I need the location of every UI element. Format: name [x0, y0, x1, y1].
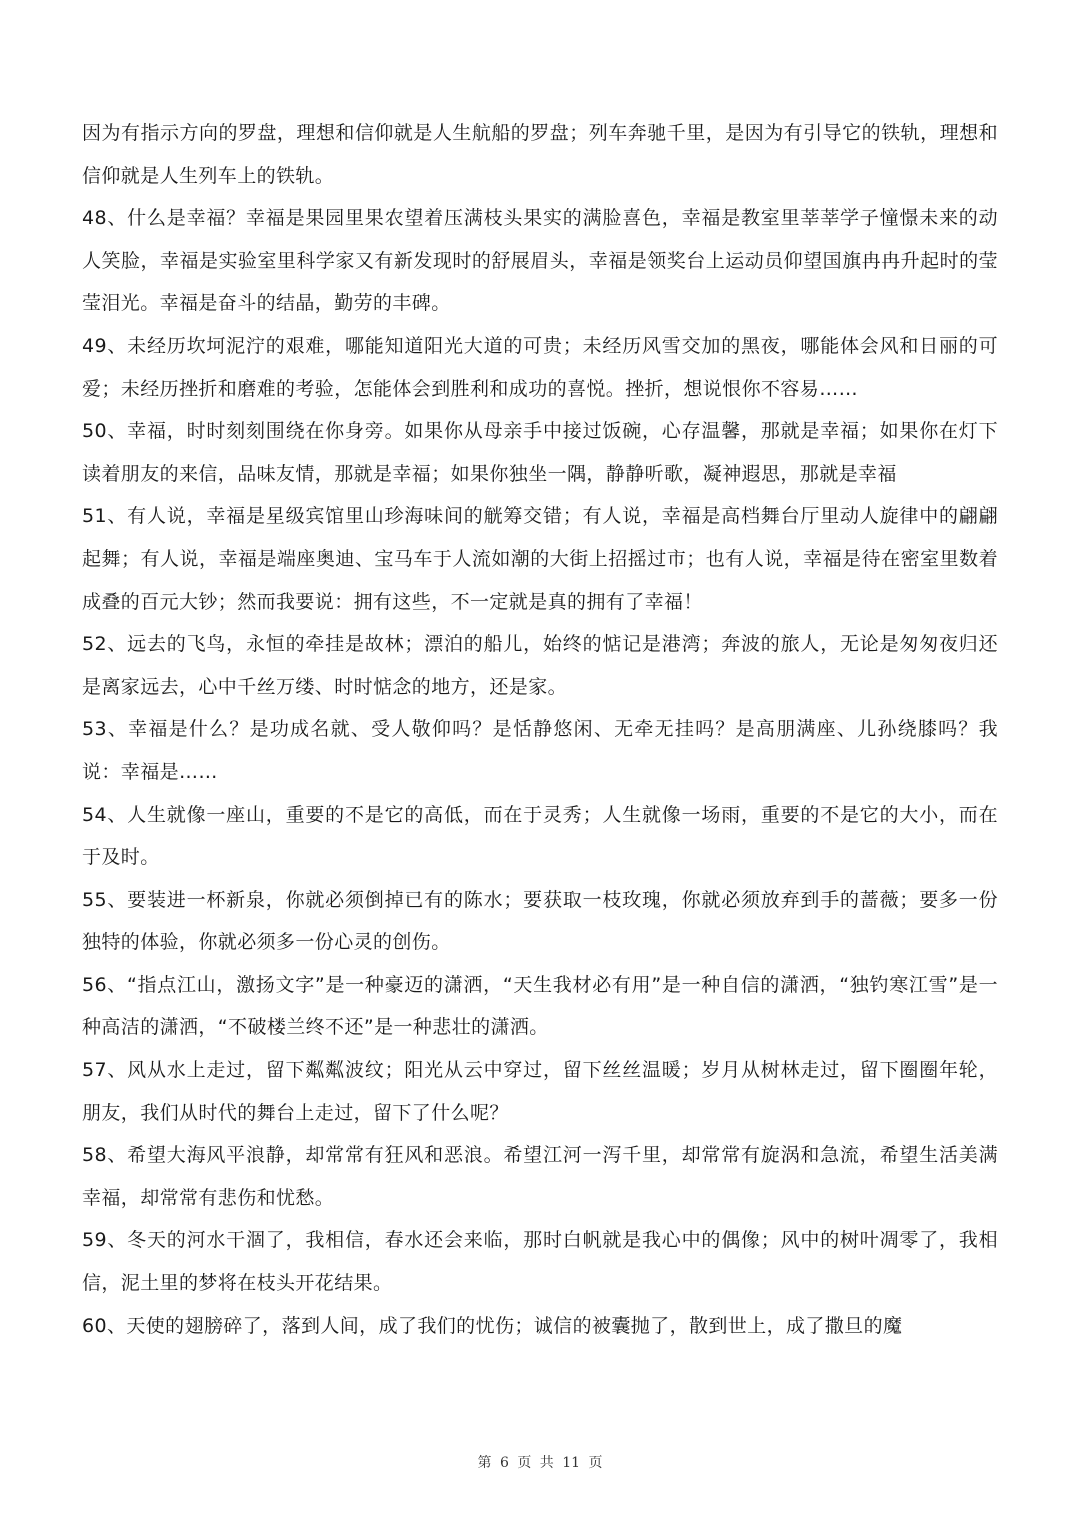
paragraph-continuation: 因为有指示方向的罗盘，理想和信仰就是人生航船的罗盘；列车奔驰千里，是因为有引导它的铁轨，理想和信仰就是人生列车上的铁轨。: [82, 122, 998, 187]
paragraph-56: 56、“指点江山，激扬文字”是一种豪迈的潇洒，“天生我材必有用”是一种自信的潇洒，“独钓寒江雪”是一种高洁的潇洒，“不破楼兰终不还”是一种悲壮的潇洒。: [82, 973, 998, 1039]
paragraph-48: 48、什么是幸福？幸福是果园里果农望着压满枝头果实的满脸喜色，幸福是教室里莘莘学子憧憬未来的动人笑脸，幸福是实验室里科学家又有新发现时的舒展眉头，幸福是领奖台上运动员仰望国旗冉冉升起时的莹莹泪光。幸福是奋斗的结晶，勤劳的丰碑。: [82, 207, 998, 315]
paragraph-57: 57、风从水上走过，留下粼粼波纹；阳光从云中穿过，留下丝丝温暖；岁月从树林走过，留下圈圈年轮，朋友，我们从时代的舞台上走过，留下了什么呢？: [82, 1059, 998, 1124]
footer-page-word: 页: [517, 1455, 532, 1471]
page-footer: [0, 1452, 1080, 1472]
paragraph-50: 50、幸福，时时刻刻围绕在你身旁。如果你从母亲手中接过饭碗，心存温馨，那就是幸福；如果你在灯下读着朋友的来信，品味友情，那就是幸福；如果你独坐一隅，静静听歌，凝神遐思，那就是幸福: [82, 420, 998, 485]
body-text: [82, 112, 998, 1347]
footer-suffix: 页: [588, 1455, 603, 1471]
footer-total-pages: 11: [562, 1455, 581, 1471]
footer-prefix: 第: [477, 1455, 492, 1471]
paragraph-51: 51、有人说，幸福是星级宾馆里山珍海味间的觥筹交错；有人说，幸福是高档舞台厅里动人旋律中的翩翩起舞；有人说，幸福是端座奥迪、宝马车于人流如潮的大街上招摇过市；也有人说，幸福是待在密室里数着成叠的百元大钞；然而我要说：拥有这些，不一定就是真的拥有了幸福！: [82, 505, 998, 613]
paragraph-59: 59、冬天的河水干涸了，我相信，春水还会来临，那时白帆就是我心中的偶像；风中的树叶凋零了，我相信，泥土里的梦将在枝头开花结果。: [82, 1229, 998, 1295]
paragraph-53: 53、幸福是什么？是功成名就、受人敬仰吗？是恬静悠闲、无牵无挂吗？是高朋满座、儿孙绕膝吗？我说：幸福是……: [82, 718, 998, 783]
footer-page-number: 6: [499, 1455, 509, 1471]
paragraph-58: 58、希望大海风平浪静，却常常有狂风和恶浪。希望江河一泻千里，却常常有旋涡和急流，希望生活美满幸福，却常常有悲伤和忧愁。: [82, 1144, 998, 1209]
paragraph-55: 55、要装进一杯新泉，你就必须倒掉已有的陈水；要获取一枝玫瑰，你就必须放弃到手的蔷薇；要多一份独特的体验，你就必须多一份心灵的创伤。: [82, 888, 998, 954]
paragraph-49: 49、未经历坎坷泥泞的艰难，哪能知道阳光大道的可贵；未经历风雪交加的黑夜，哪能体会风和日丽的可爱；未经历挫折和磨难的考验，怎能体会到胜利和成功的喜悦。挫折，想说恨你不容易……: [82, 334, 998, 400]
paragraph-52: 52、远去的飞鸟，永恒的牵挂是故林；漂泊的船儿，始终的惦记是港湾；奔波的旅人，无论是匆匆夜归还是离家远去，心中千丝万缕、时时惦念的地方，还是家。: [82, 633, 998, 698]
paragraph-54: 54、人生就像一座山，重要的不是它的高低，而在于灵秀；人生就像一场雨，重要的不是它的大小，而在于及时。: [82, 803, 998, 869]
footer-total-word: 共: [539, 1455, 554, 1471]
paragraph-60: 60、天使的翅膀碎了，落到人间，成了我们的忧伤；诚信的被囊抛了，散到世上，成了撒旦的魔: [82, 1314, 903, 1337]
